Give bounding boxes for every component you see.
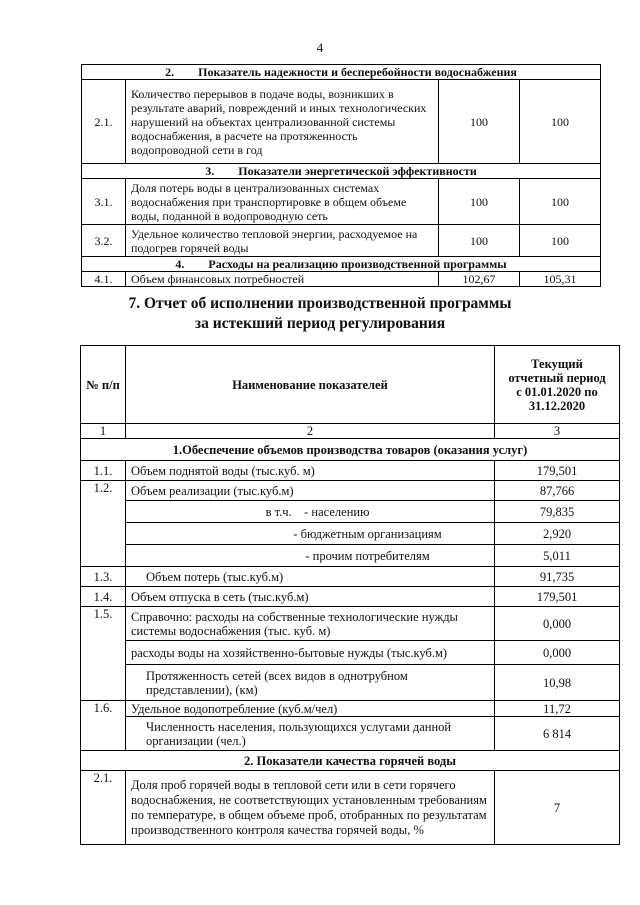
table-row <box>82 80 601 164</box>
section-title: 3. Показатели энергетической эффективности <box>82 164 601 179</box>
header-period: Текущий отчетный период с 01.01.2020 по 31.12.2020 <box>495 346 620 424</box>
indicator-name: Объем финансовых потребностей <box>126 272 439 287</box>
indicator-name: Доля проб горячей воды в тепловой сети или в сети горячего водоснабжения, не соответствующих установленным требованиям по температуре, в общем объеме проб, отобранных по результатам производственного контроля качества горячей воды, % <box>126 771 495 845</box>
production-program-report-table <box>80 345 620 845</box>
section-title: 4. Расходы на реализацию производственной программы <box>82 257 601 272</box>
table-row <box>81 501 620 523</box>
column-numbers-row <box>81 424 620 439</box>
header-row <box>81 346 620 424</box>
value-cell: 105,31 <box>520 272 601 287</box>
section-row <box>82 257 601 272</box>
row-number: 2.1. <box>82 80 126 164</box>
row-number: 1.3. <box>81 567 126 587</box>
table-row <box>82 272 601 287</box>
indicator-name: Численность населения, пользующихся услугами данной организации (чел.) <box>126 717 495 751</box>
col-number: 1 <box>81 424 126 439</box>
header-name: Наименование показателей <box>126 346 495 424</box>
row-number: 1.4. <box>81 587 126 607</box>
indicator-name: Количество перерывов в подаче воды, возникших в результате аварий, повреждений и иных технологических нарушений на объектах централизованной системы водоснабжения, в расчете на протяженность водопроводной сети в год <box>126 80 439 164</box>
indicator-name: Доля потерь воды в централизованных системах водоснабжения при транспортировке в общем объеме воды, поданной в водопроводную сеть <box>126 179 439 225</box>
value-cell: 100 <box>439 225 520 257</box>
row-number: 1.2. <box>81 481 126 567</box>
row-number: 1.6. <box>81 701 126 751</box>
value-cell: 100 <box>439 179 520 225</box>
indicator-name: Удельное водопотребление (куб.м/чел) <box>126 701 495 717</box>
table-row <box>82 179 601 225</box>
section-title: 2. Показатель надежности и бесперебойности водоснабжения <box>82 65 601 80</box>
row-number: 3.1. <box>82 179 126 225</box>
indicator-name: в т.ч. - населению <box>126 501 495 523</box>
row-number: 3.2. <box>82 225 126 257</box>
value-cell: 0,000 <box>495 607 620 641</box>
value-cell: 5,011 <box>495 545 620 567</box>
section-row <box>81 439 620 461</box>
table-row <box>81 607 620 641</box>
value-cell: 100 <box>520 80 601 164</box>
section-title: 1.Обеспечение объемов производства товаров (оказания услуг) <box>81 439 620 461</box>
section-row <box>82 164 601 179</box>
value-cell: 7 <box>495 771 620 845</box>
table-row <box>81 771 620 845</box>
report-title-line1: 7. Отчет об исполнении производственной программы <box>128 295 512 312</box>
indicator-name: - бюджетным организациям <box>126 523 495 545</box>
indicator-name: Объем поднятой воды (тыс.куб. м) <box>126 461 495 481</box>
value-cell: 100 <box>520 179 601 225</box>
table-row <box>81 665 620 701</box>
table-row <box>81 567 620 587</box>
report-title <box>0 294 640 334</box>
value-cell: 0,000 <box>495 641 620 665</box>
col-number: 3 <box>495 424 620 439</box>
indicator-name: расходы воды на хозяйственно-бытовые нужды (тыс.куб.м) <box>126 641 495 665</box>
value-cell: 91,735 <box>495 567 620 587</box>
value-cell: 100 <box>520 225 601 257</box>
value-cell: 102,67 <box>439 272 520 287</box>
indicator-name: - прочим потребителям <box>126 545 495 567</box>
value-cell: 100 <box>439 80 520 164</box>
report-title-line2: за истекший период регулирования <box>194 315 446 332</box>
section-row <box>81 751 620 771</box>
reliability-indicators-table <box>81 64 601 287</box>
table-row <box>81 641 620 665</box>
table-row <box>81 461 620 481</box>
value-cell: 179,501 <box>495 587 620 607</box>
table-row <box>81 717 620 751</box>
value-cell: 6 814 <box>495 717 620 751</box>
row-number: 4.1. <box>82 272 126 287</box>
section-title: 2. Показатели качества горячей воды <box>81 751 620 771</box>
table-row <box>81 481 620 501</box>
table-row <box>81 545 620 567</box>
value-cell: 11,72 <box>495 701 620 717</box>
section-row <box>82 65 601 80</box>
header-num: № п/п <box>81 346 126 424</box>
value-cell: 87,766 <box>495 481 620 501</box>
indicator-name: Протяженность сетей (всех видов в однотрубном представлении), (км) <box>126 665 495 701</box>
row-number: 2.1. <box>81 771 126 845</box>
value-cell: 79,835 <box>495 501 620 523</box>
col-number: 2 <box>126 424 495 439</box>
table-row <box>81 587 620 607</box>
table-row <box>82 225 601 257</box>
table-row <box>81 701 620 717</box>
value-cell: 10,98 <box>495 665 620 701</box>
indicator-name: Объем отпуска в сеть (тыс.куб.м) <box>126 587 495 607</box>
page-number: 4 <box>316 40 324 55</box>
indicator-name: Удельное количество тепловой энергии, расходуемое на подогрев горячей воды <box>126 225 439 257</box>
indicator-name: Объем потерь (тыс.куб.м) <box>126 567 495 587</box>
value-cell: 2,920 <box>495 523 620 545</box>
indicator-name: Объем реализации (тыс.куб.м) <box>126 481 495 501</box>
indicator-name: Справочно: расходы на собственные технологические нужды системы водоснабжения (тыс. куб. м) <box>126 607 495 641</box>
row-number: 1.1. <box>81 461 126 481</box>
table-row <box>81 523 620 545</box>
value-cell: 179,501 <box>495 461 620 481</box>
row-number: 1.5. <box>81 607 126 701</box>
